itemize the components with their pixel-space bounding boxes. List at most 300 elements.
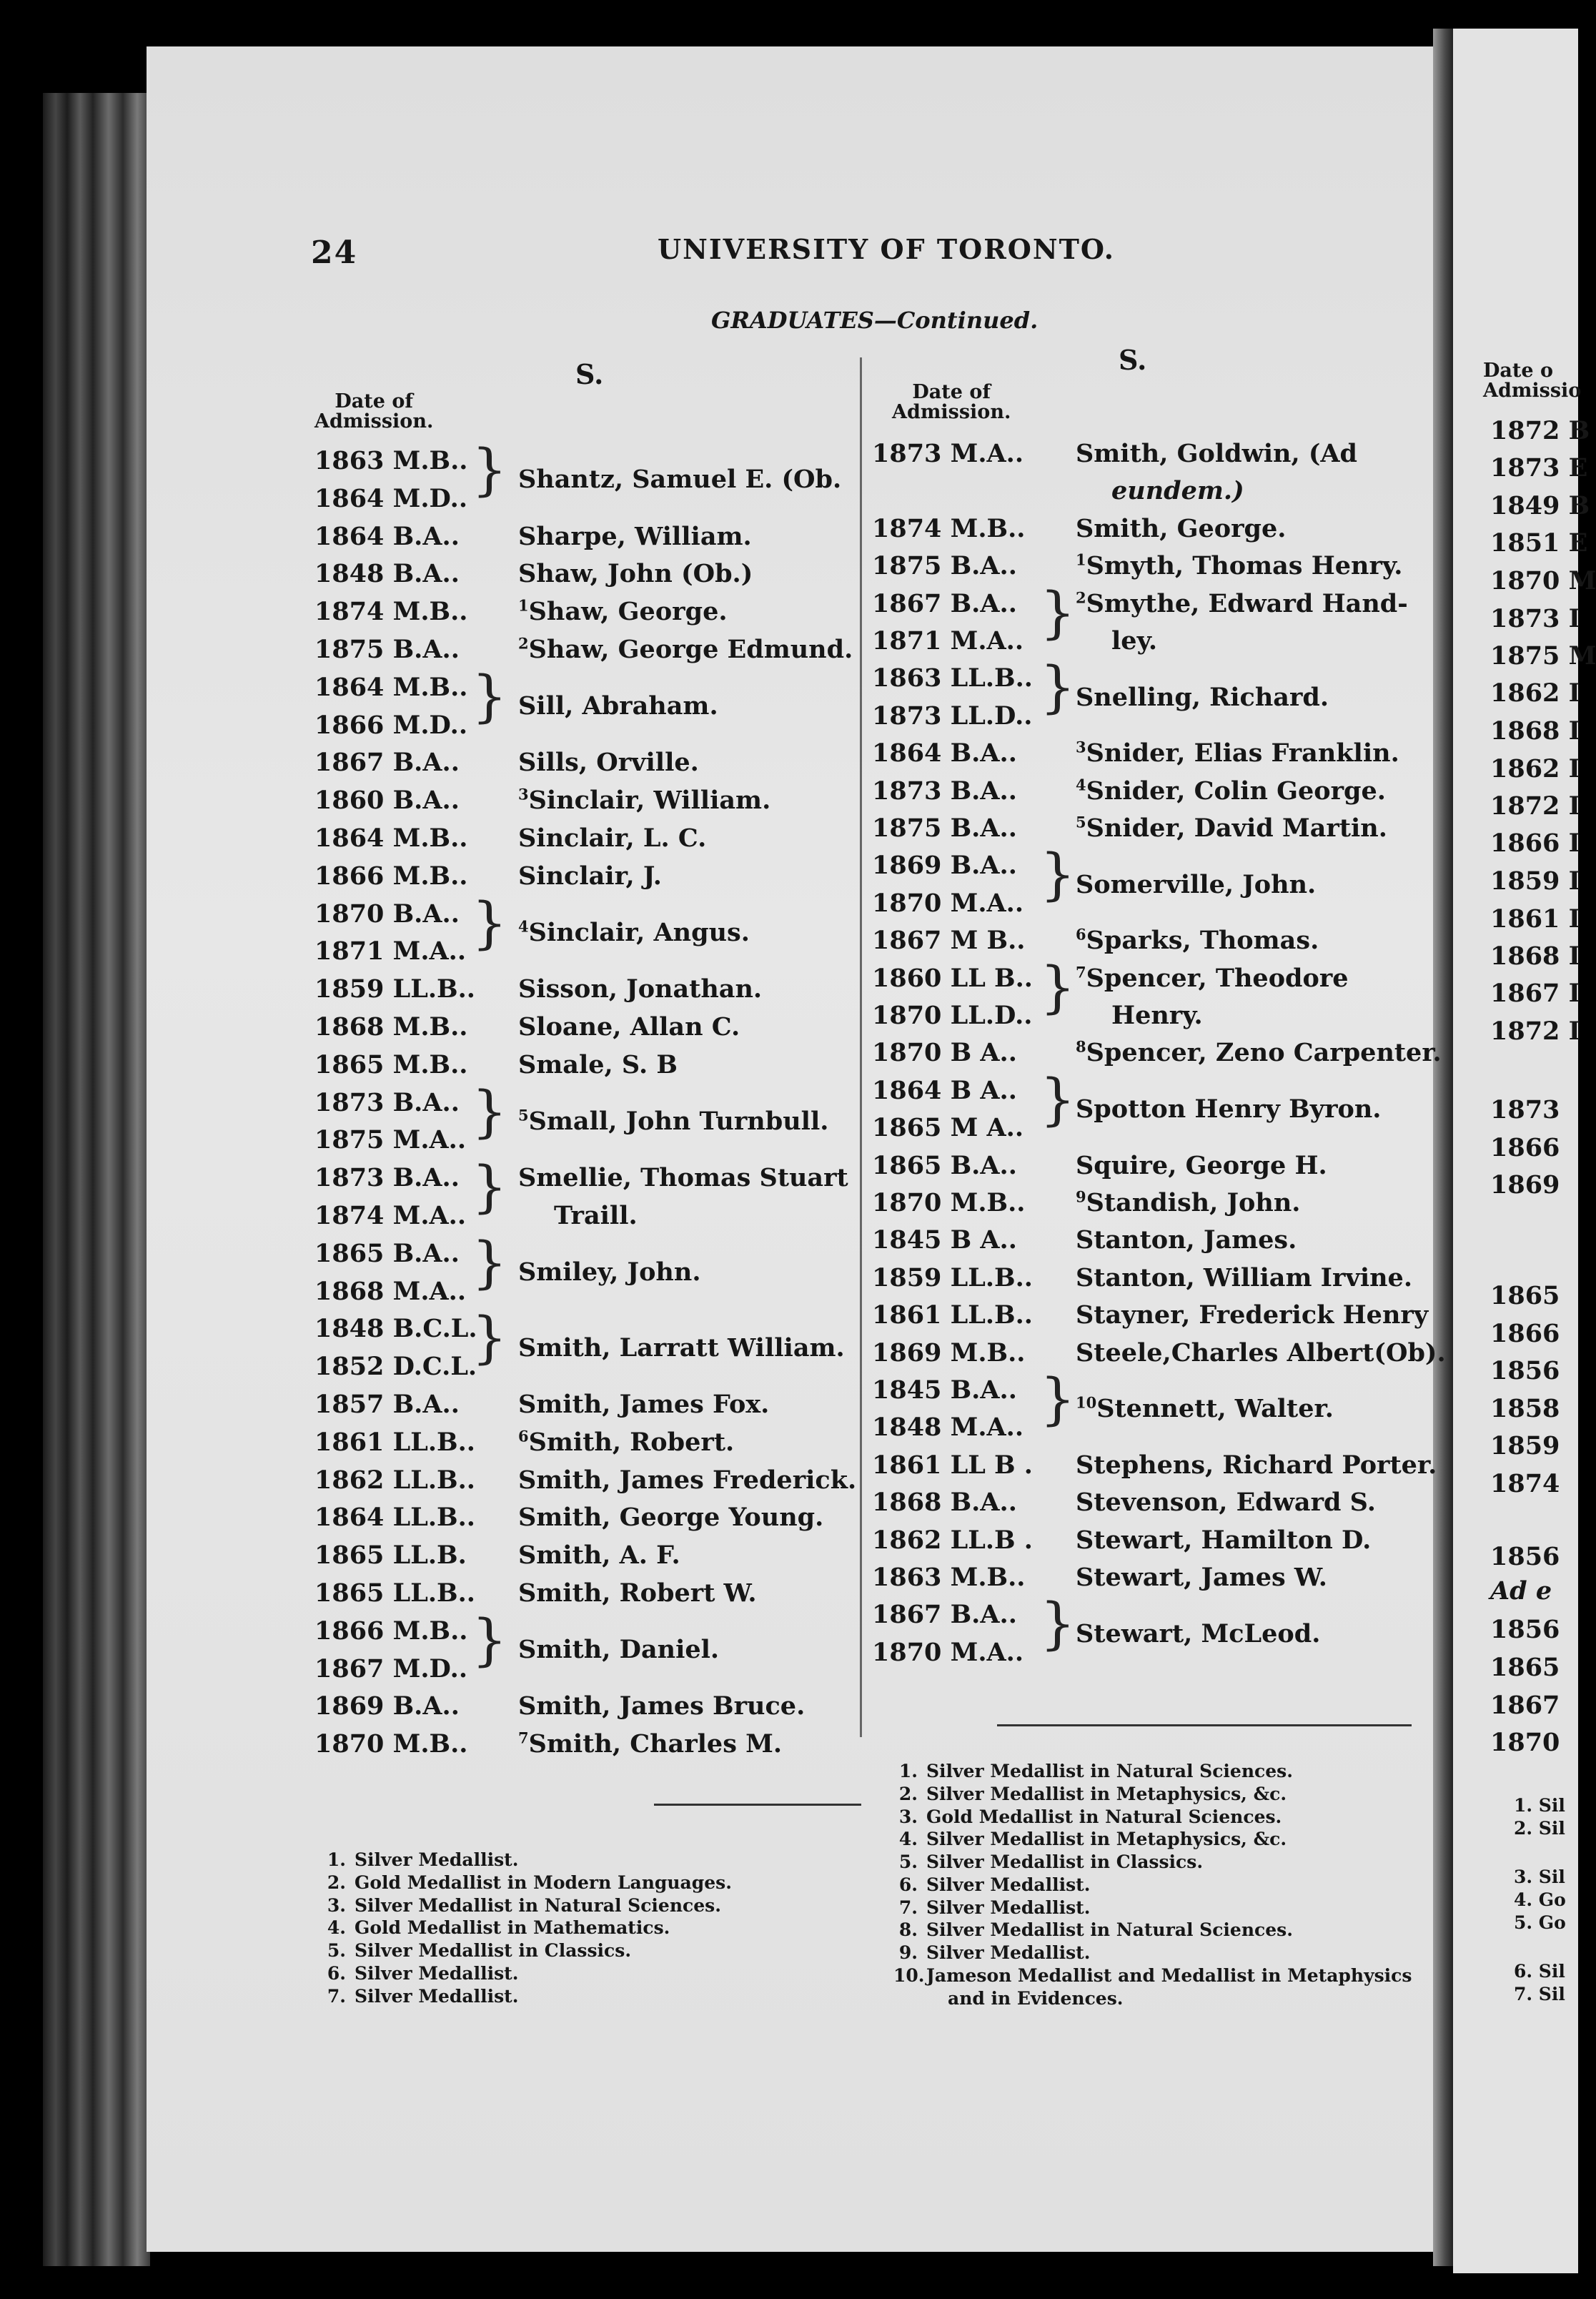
graduate-name-text: Smiley, John. xyxy=(518,1257,701,1287)
footnote-number: 2. xyxy=(898,1783,918,1804)
brace: } xyxy=(1040,580,1076,646)
admission-date: 1875 B.A.. xyxy=(872,814,1017,843)
graduate-name xyxy=(518,1163,848,1193)
facing-admission-date: 1865 xyxy=(1490,1653,1560,1682)
graduate-name-text: Smith, Larratt William. xyxy=(518,1333,845,1363)
footnote-number: 6. xyxy=(327,1962,346,1984)
admission-date: 1867 B.A.. xyxy=(872,1600,1017,1630)
footnote-text: Gold Medallist in Mathematics. xyxy=(355,1917,670,1939)
graduate-name xyxy=(518,1106,829,1136)
graduate-name-text: Smith, Charles M. xyxy=(528,1729,783,1759)
graduate-name xyxy=(518,465,842,495)
admission-date: 1864 B.A.. xyxy=(872,738,1017,768)
facing-admission-date: 1866 I xyxy=(1490,829,1580,858)
graduate-name xyxy=(518,559,753,589)
book-gutter xyxy=(1433,29,1453,2266)
footnote xyxy=(893,1760,1412,1783)
admission-date: 1859 LL.B.. xyxy=(314,974,475,1004)
facing-admission-date: 1874 xyxy=(1490,1469,1560,1498)
graduate-name-text: Sloane, Allan C. xyxy=(518,1012,740,1042)
facing-admission-date: 1870 xyxy=(1490,1728,1560,1757)
admission-date: 1873 B.A.. xyxy=(314,1087,460,1117)
graduate-name xyxy=(518,596,728,627)
graduate-name-text: Stephens, Richard Porter. xyxy=(1076,1450,1437,1480)
footnote-number: 5. xyxy=(327,1940,346,1961)
facing-admission-date: 1856 xyxy=(1490,1356,1560,1385)
graduate-name xyxy=(1076,738,1399,768)
graduate-name xyxy=(1076,1565,1327,1590)
graduate-name xyxy=(1076,1393,1334,1424)
footnote-marker: 2 xyxy=(518,634,529,653)
facing-admission-date: 1862 I xyxy=(1490,754,1580,783)
graduate-name xyxy=(518,1333,845,1363)
admission-date: 1862 LL.B . xyxy=(872,1525,1033,1555)
graduate-name xyxy=(1076,1525,1372,1555)
graduate-name-continued: Traill. xyxy=(554,1201,638,1230)
graduate-name-text: Steele,Charles Albert(Ob). xyxy=(1076,1338,1446,1368)
footnote-marker: 6 xyxy=(1076,925,1086,944)
admission-date: 1863 M.B.. xyxy=(314,446,468,475)
footnote-number: 4. xyxy=(327,1917,346,1939)
graduate-name xyxy=(1076,1037,1442,1068)
graduate-name-continued: eundem.) xyxy=(1111,476,1244,506)
graduate-name-text: Spencer, Theodore xyxy=(1086,963,1349,993)
facing-admission-date: 1859 xyxy=(1490,1431,1560,1460)
facing-admission-date: 1870 M xyxy=(1490,566,1596,595)
facing-admission-date: 1866 xyxy=(1490,1133,1560,1162)
left-footnotes xyxy=(322,1849,732,2007)
graduate-name xyxy=(1076,925,1319,956)
facing-admission-date: Ad e xyxy=(1490,1576,1552,1606)
footnote-marker: 1 xyxy=(518,596,529,615)
graduate-name xyxy=(1076,1618,1321,1648)
footnote-marker: 9 xyxy=(1076,1187,1086,1206)
footnote-marker: 6 xyxy=(518,1427,529,1445)
graduate-name xyxy=(518,1503,824,1533)
admission-date: 1867 B.A.. xyxy=(872,588,1017,618)
footnote xyxy=(893,1806,1412,1829)
graduate-name-text: Sisson, Jonathan. xyxy=(518,974,763,1004)
footnote xyxy=(322,1894,732,1917)
graduate-name-text: Somerville, John. xyxy=(1076,869,1317,899)
admission-date: 1865 LL.B. xyxy=(314,1541,467,1571)
facing-admission-date: 1875 M xyxy=(1490,641,1596,671)
graduate-name-text: Stevenson, Edward S. xyxy=(1076,1488,1376,1518)
admission-date: 1870 M.B.. xyxy=(314,1729,468,1759)
footnote-number: 1. xyxy=(898,1761,918,1781)
graduate-name-text: Smith, James Fox. xyxy=(518,1390,770,1419)
graduate-name-text: Smith, George Young. xyxy=(518,1503,824,1533)
facing-admission-date: 1851 E xyxy=(1490,528,1588,558)
graduate-name xyxy=(518,1729,783,1759)
graduate-name-text: Stewart, James W. xyxy=(1076,1563,1327,1592)
admission-date: 1870 B A.. xyxy=(872,1038,1017,1068)
admission-date: 1870 B.A.. xyxy=(314,899,460,929)
graduate-name xyxy=(518,1049,678,1079)
admission-date: 1865 M A.. xyxy=(872,1113,1024,1143)
graduate-name xyxy=(1076,1225,1297,1255)
graduate-name xyxy=(518,917,750,947)
facing-admission-date: 1868 I xyxy=(1490,716,1580,746)
graduate-name xyxy=(518,785,771,816)
graduate-name xyxy=(518,1465,857,1495)
graduate-name xyxy=(1076,682,1329,712)
admission-date: 1873 B.A.. xyxy=(872,776,1017,806)
footnote-number: 9. xyxy=(898,1942,918,1963)
footnote-text: Silver Medallist in Metaphysics, &c. xyxy=(926,1783,1287,1804)
brace: } xyxy=(1040,1067,1076,1132)
graduate-name-text: Smyth, Thomas Henry. xyxy=(1086,551,1403,581)
section-title: GRADUATES—Continued. xyxy=(711,307,1039,334)
graduate-name-text: Snider, Colin George. xyxy=(1086,776,1386,806)
graduate-name-text: Stennett, Walter. xyxy=(1096,1394,1334,1424)
admission-date: 1865 M.B.. xyxy=(314,1049,468,1079)
footnote-text: Silver Medallist. xyxy=(926,1942,1091,1963)
graduate-name xyxy=(1076,588,1408,618)
admission-date: 1861 LL B . xyxy=(872,1450,1033,1480)
right-column-letter: S. xyxy=(1119,344,1147,376)
admission-date: 1875 B.A.. xyxy=(314,635,460,664)
footnote xyxy=(322,1939,732,1962)
footnote xyxy=(893,1828,1412,1851)
left-footnote-rule xyxy=(654,1804,861,1806)
right-date-header: Date of Admission. xyxy=(892,381,1011,424)
admission-date: 1848 M.A.. xyxy=(872,1413,1024,1443)
admission-date: 1863 LL.B.. xyxy=(872,663,1033,693)
facing-admission-date: 1867 I xyxy=(1490,979,1580,1008)
footnote-text: Silver Medallist. xyxy=(926,1897,1091,1918)
footnote-text: Silver Medallist. xyxy=(355,1849,519,1870)
footnote xyxy=(322,1872,732,1894)
footnote xyxy=(322,1917,732,1939)
graduate-name-text: Stayner, Frederick Henry xyxy=(1076,1300,1429,1330)
brace: } xyxy=(1040,1368,1076,1432)
footnote-number: 7. xyxy=(898,1897,918,1918)
graduate-name-text: Stewart, Hamilton D. xyxy=(1076,1525,1372,1555)
graduate-name-text: Spotton Henry Byron. xyxy=(1076,1094,1382,1124)
graduate-name-text: Stanton, James. xyxy=(1076,1225,1297,1255)
graduate-name xyxy=(518,826,706,851)
footnote-marker: 5 xyxy=(518,1106,529,1124)
graduate-name-text: Smith, James Bruce. xyxy=(518,1691,806,1721)
graduate-name xyxy=(1076,869,1317,899)
admission-date: 1861 LL.B.. xyxy=(872,1300,1033,1330)
footnote xyxy=(893,1919,1412,1942)
graduate-name xyxy=(518,1578,757,1608)
graduate-name xyxy=(518,1012,740,1042)
facing-admission-date: 1849 B xyxy=(1490,491,1590,520)
graduate-name-text: Smith, Robert. xyxy=(528,1427,735,1457)
admission-date: 1864 M.B.. xyxy=(314,672,468,702)
graduate-name xyxy=(1076,1338,1446,1368)
admission-date: 1848 B.C.L. xyxy=(314,1314,477,1344)
graduate-name-text: Sills, Orville. xyxy=(518,748,699,778)
brace: } xyxy=(472,891,507,956)
graduate-name xyxy=(518,748,699,778)
brace: } xyxy=(1040,1592,1076,1657)
admission-date: 1869 B.A.. xyxy=(314,1691,460,1721)
admission-date: 1861 LL.B.. xyxy=(314,1427,475,1457)
footnote-marker: 5 xyxy=(1076,813,1086,831)
footnote-marker: 2 xyxy=(1076,588,1086,606)
facing-admission-date: 1859 I xyxy=(1490,866,1580,896)
graduate-name xyxy=(1076,441,1357,466)
brace: } xyxy=(472,1155,507,1220)
footnote-marker: 4 xyxy=(1076,775,1086,793)
graduate-name-text: Smith, James Frederick. xyxy=(518,1465,857,1495)
footnote-number: 6. xyxy=(898,1874,918,1895)
right-footnote-rule xyxy=(997,1724,1412,1726)
admission-date: 1864 LL.B.. xyxy=(314,1503,475,1533)
facing-admission-date: 1867 xyxy=(1490,1691,1560,1720)
admission-date: 1874 M.B.. xyxy=(314,597,468,627)
graduate-name-text: Sharpe, William. xyxy=(518,521,752,551)
facing-footnote: 5. Go xyxy=(1514,1912,1566,1933)
graduate-name-text: Sinclair, William. xyxy=(528,786,771,816)
facing-admission-date: 1869 xyxy=(1490,1170,1560,1200)
graduate-name-text: Shaw, George. xyxy=(528,597,728,627)
column-divider xyxy=(860,357,862,1737)
graduate-name-text: Spencer, Zeno Carpenter. xyxy=(1086,1038,1442,1068)
graduate-name xyxy=(1076,962,1349,993)
graduate-name xyxy=(518,1427,735,1457)
footnote-marker: 7 xyxy=(518,1729,529,1747)
footnote-text: Jameson Medallist and Medallist in Metaphysics xyxy=(926,1964,1412,1986)
graduate-name xyxy=(1076,550,1403,581)
footnote xyxy=(893,1987,1412,2010)
footnote xyxy=(893,1851,1412,1874)
admission-date: 1845 B.A.. xyxy=(872,1375,1017,1405)
facing-admission-date: 1873 E xyxy=(1490,453,1588,483)
footnote xyxy=(893,1874,1412,1897)
admission-date: 1852 D.C.L. xyxy=(314,1352,477,1382)
graduate-name xyxy=(518,1691,806,1721)
footnote-text: Silver Medallist in Classics. xyxy=(926,1851,1204,1872)
admission-date: 1867 M.D.. xyxy=(314,1653,467,1684)
admission-date: 1864 M.D.. xyxy=(314,483,467,513)
footnote-text: Silver Medallist in Natural Sciences. xyxy=(926,1919,1293,1941)
admission-date: 1865 B.A.. xyxy=(314,1238,460,1268)
admission-date: 1873 B.A.. xyxy=(314,1163,460,1193)
admission-date: 1845 B A.. xyxy=(872,1225,1017,1255)
admission-date: 1874 M.A.. xyxy=(314,1201,467,1230)
graduate-name-text: Smith, Goldwin, (Ad xyxy=(1076,439,1358,468)
brace: } xyxy=(1040,656,1076,721)
brace: } xyxy=(472,664,507,729)
facing-admission-date: 1862 I xyxy=(1490,678,1580,708)
footnote-marker: 10 xyxy=(1076,1393,1097,1412)
graduate-name-text: Smellie, Thomas Stuart xyxy=(518,1163,848,1193)
footnote-number: 8. xyxy=(898,1919,918,1941)
footnote-marker: 8 xyxy=(1076,1037,1086,1056)
graduate-name-text: Snider, Elias Franklin. xyxy=(1086,738,1399,768)
graduate-name xyxy=(1076,1488,1376,1518)
graduate-name-continued: ley. xyxy=(1111,626,1158,656)
footnote-number: 4. xyxy=(898,1829,918,1850)
graduate-name-text: Sill, Abraham. xyxy=(518,691,718,721)
admission-date: 1864 B.A.. xyxy=(314,521,460,551)
admission-date: 1871 M.A.. xyxy=(314,936,467,966)
footnote-text: Silver Medallist. xyxy=(355,1962,519,1984)
graduate-name xyxy=(1076,1262,1413,1292)
footnote-marker: 1 xyxy=(1076,550,1086,569)
facing-admission-date: 1872 I xyxy=(1490,791,1580,821)
graduate-name xyxy=(1076,813,1387,843)
admission-date: 1865 LL.B.. xyxy=(314,1578,475,1608)
facing-footnote: 2. Sil xyxy=(1514,1818,1565,1839)
graduate-name xyxy=(518,691,718,721)
graduate-name xyxy=(1076,1094,1382,1124)
admission-date: 1874 M.B.. xyxy=(872,513,1026,543)
graduate-name-text: Smith, Daniel. xyxy=(518,1635,720,1665)
graduate-name-text: Squire, George H. xyxy=(1076,1150,1327,1180)
facing-admission-date: 1856 xyxy=(1490,1615,1560,1644)
graduate-name xyxy=(518,1392,769,1417)
graduate-name-text: Small, John Turnbull. xyxy=(528,1107,829,1136)
admission-date: 1871 M.A.. xyxy=(872,626,1024,656)
facing-admission-date: 1856 xyxy=(1490,1542,1560,1571)
admission-date: 1863 M.B.. xyxy=(872,1563,1026,1592)
footnote-text: Silver Medallist. xyxy=(355,1985,519,2007)
brace: } xyxy=(472,1608,507,1673)
admission-date: 1865 B.A.. xyxy=(872,1150,1017,1180)
admission-date: 1875 M.A.. xyxy=(314,1125,467,1155)
facing-admission-date: 1868 I xyxy=(1490,941,1580,971)
graduate-name-text: Snelling, Richard. xyxy=(1076,682,1329,712)
facing-footnote: 1. Sil xyxy=(1514,1795,1565,1816)
footnote-marker: 3 xyxy=(518,785,529,804)
admission-date: 1868 B.A.. xyxy=(872,1488,1017,1518)
facing-admission-date: 1866 xyxy=(1490,1319,1560,1348)
footnote-number: 7. xyxy=(327,1985,346,2007)
graduate-name-text: Smith, George. xyxy=(1076,513,1287,543)
facing-footnote: 6. Sil xyxy=(1514,1961,1565,1982)
facing-admission-date: 1872 I xyxy=(1490,1017,1580,1046)
graduate-name xyxy=(518,634,853,664)
facing-admission-date: 1873 xyxy=(1490,1095,1560,1124)
footnote-number: 3. xyxy=(898,1806,918,1827)
facing-footnote: 7. Sil xyxy=(1514,1984,1565,2004)
admission-date: 1862 LL.B.. xyxy=(314,1465,475,1495)
facing-admission-date: 1861 I xyxy=(1490,904,1580,934)
facing-date-header: Date o Admissio xyxy=(1483,360,1582,402)
graduate-name-text: Shaw, John (Ob.) xyxy=(518,559,753,589)
footnote-marker: 4 xyxy=(518,917,529,936)
admission-date: 1867 B.A.. xyxy=(314,748,460,778)
footnote-number: 3. xyxy=(327,1894,346,1916)
footnote-number: 5. xyxy=(898,1851,918,1872)
admission-date: 1870 M.A.. xyxy=(872,1637,1024,1667)
admission-date: 1864 B A.. xyxy=(872,1075,1017,1105)
graduate-name-text: Sinclair, Angus. xyxy=(528,918,750,947)
brace: } xyxy=(472,1230,507,1295)
admission-date: 1873 LL.D.. xyxy=(872,701,1033,731)
brace: } xyxy=(472,1306,507,1371)
graduate-name xyxy=(1076,1450,1437,1480)
graduate-name-text: Stanton, William Irvine. xyxy=(1076,1262,1413,1292)
footnote xyxy=(322,1985,732,2008)
brace: } xyxy=(1040,843,1076,908)
graduate-name-text: Smith, A. F. xyxy=(518,1541,680,1571)
graduate-name-text: Smythe, Edward Hand- xyxy=(1086,588,1408,618)
facing-admission-date: 1865 xyxy=(1490,1281,1560,1310)
footnote xyxy=(322,1849,732,1872)
footnote xyxy=(322,1962,732,1985)
graduate-name xyxy=(518,861,662,891)
admission-date: 1866 M.D.. xyxy=(314,710,467,740)
admission-date: 1860 B.A.. xyxy=(314,786,460,816)
footnote xyxy=(893,1942,1412,1964)
footnote-marker: 3 xyxy=(1076,738,1086,756)
graduate-name xyxy=(1076,1187,1301,1217)
facing-footnote: 4. Go xyxy=(1514,1889,1566,1910)
footnote xyxy=(893,1964,1412,1987)
admission-date: 1868 M.B.. xyxy=(314,1012,468,1042)
footnote-text: Silver Medallist in Classics. xyxy=(355,1940,632,1961)
footnote-number: 10. xyxy=(893,1964,925,1986)
admission-date: 1860 LL B.. xyxy=(872,963,1033,993)
graduate-name-text: Shantz, Samuel E. (Ob. xyxy=(518,465,842,495)
graduate-name-text: Sparks, Thomas. xyxy=(1086,926,1319,956)
graduate-name xyxy=(1076,513,1287,543)
graduate-name-text: Snider, David Martin. xyxy=(1086,814,1387,843)
footnote-text: Gold Medallist in Modern Languages. xyxy=(355,1872,732,1893)
facing-admission-date: 1858 xyxy=(1490,1394,1560,1423)
footnote xyxy=(893,1783,1412,1806)
admission-date: 1864 M.B.. xyxy=(314,824,468,853)
admission-date: 1859 LL.B.. xyxy=(872,1262,1033,1292)
graduate-name-text: Shaw, George Edmund. xyxy=(528,635,853,664)
facing-admission-date: 1873 I xyxy=(1490,604,1580,633)
brace: } xyxy=(1040,955,1076,1020)
footnote-marker: 7 xyxy=(1076,962,1086,981)
graduate-name xyxy=(1076,1150,1327,1180)
graduate-name xyxy=(518,1541,680,1571)
footnote-text: Gold Medallist in Natural Sciences. xyxy=(926,1806,1282,1827)
admission-date: 1868 M.A.. xyxy=(314,1276,467,1306)
admission-date: 1867 M B.. xyxy=(872,926,1026,956)
footnote xyxy=(893,1897,1412,1919)
footnote-number: 2. xyxy=(327,1872,346,1893)
graduate-name-text: Stewart, McLeod. xyxy=(1076,1618,1321,1648)
admission-date: 1873 M.A.. xyxy=(872,439,1024,468)
graduate-name xyxy=(1076,775,1386,806)
footnote-text: Silver Medallist. xyxy=(926,1874,1091,1895)
footnote-text: and in Evidences. xyxy=(948,1987,1124,2009)
admission-date: 1848 B.A.. xyxy=(314,559,460,589)
left-column-letter: S. xyxy=(575,358,604,390)
facing-footnote: 3. Sil xyxy=(1514,1867,1565,1887)
page-number: 24 xyxy=(311,234,358,271)
book-binding-edge xyxy=(43,93,150,2266)
running-title: UNIVERSITY OF TORONTO. xyxy=(658,233,1116,265)
admission-date: 1870 LL.D.. xyxy=(872,1001,1033,1030)
graduate-name-text: Standish, John. xyxy=(1086,1188,1301,1217)
brace: } xyxy=(472,1079,507,1144)
graduate-name xyxy=(518,1635,720,1665)
admission-date: 1866 M.B.. xyxy=(314,1616,468,1646)
graduate-name-continued: Henry. xyxy=(1111,1001,1203,1030)
admission-date: 1869 B.A.. xyxy=(872,851,1017,881)
admission-date: 1875 B.A.. xyxy=(872,551,1017,581)
footnote-text: Silver Medallist in Natural Sciences. xyxy=(355,1894,721,1916)
footnote-text: Silver Medallist in Natural Sciences. xyxy=(926,1761,1293,1781)
footnote-number: 1. xyxy=(327,1849,346,1870)
graduate-name xyxy=(1076,1302,1428,1328)
admission-date: 1870 M.A.. xyxy=(872,888,1024,918)
footnote-text: Silver Medallist in Metaphysics, &c. xyxy=(926,1829,1287,1850)
graduate-name xyxy=(518,1257,701,1287)
